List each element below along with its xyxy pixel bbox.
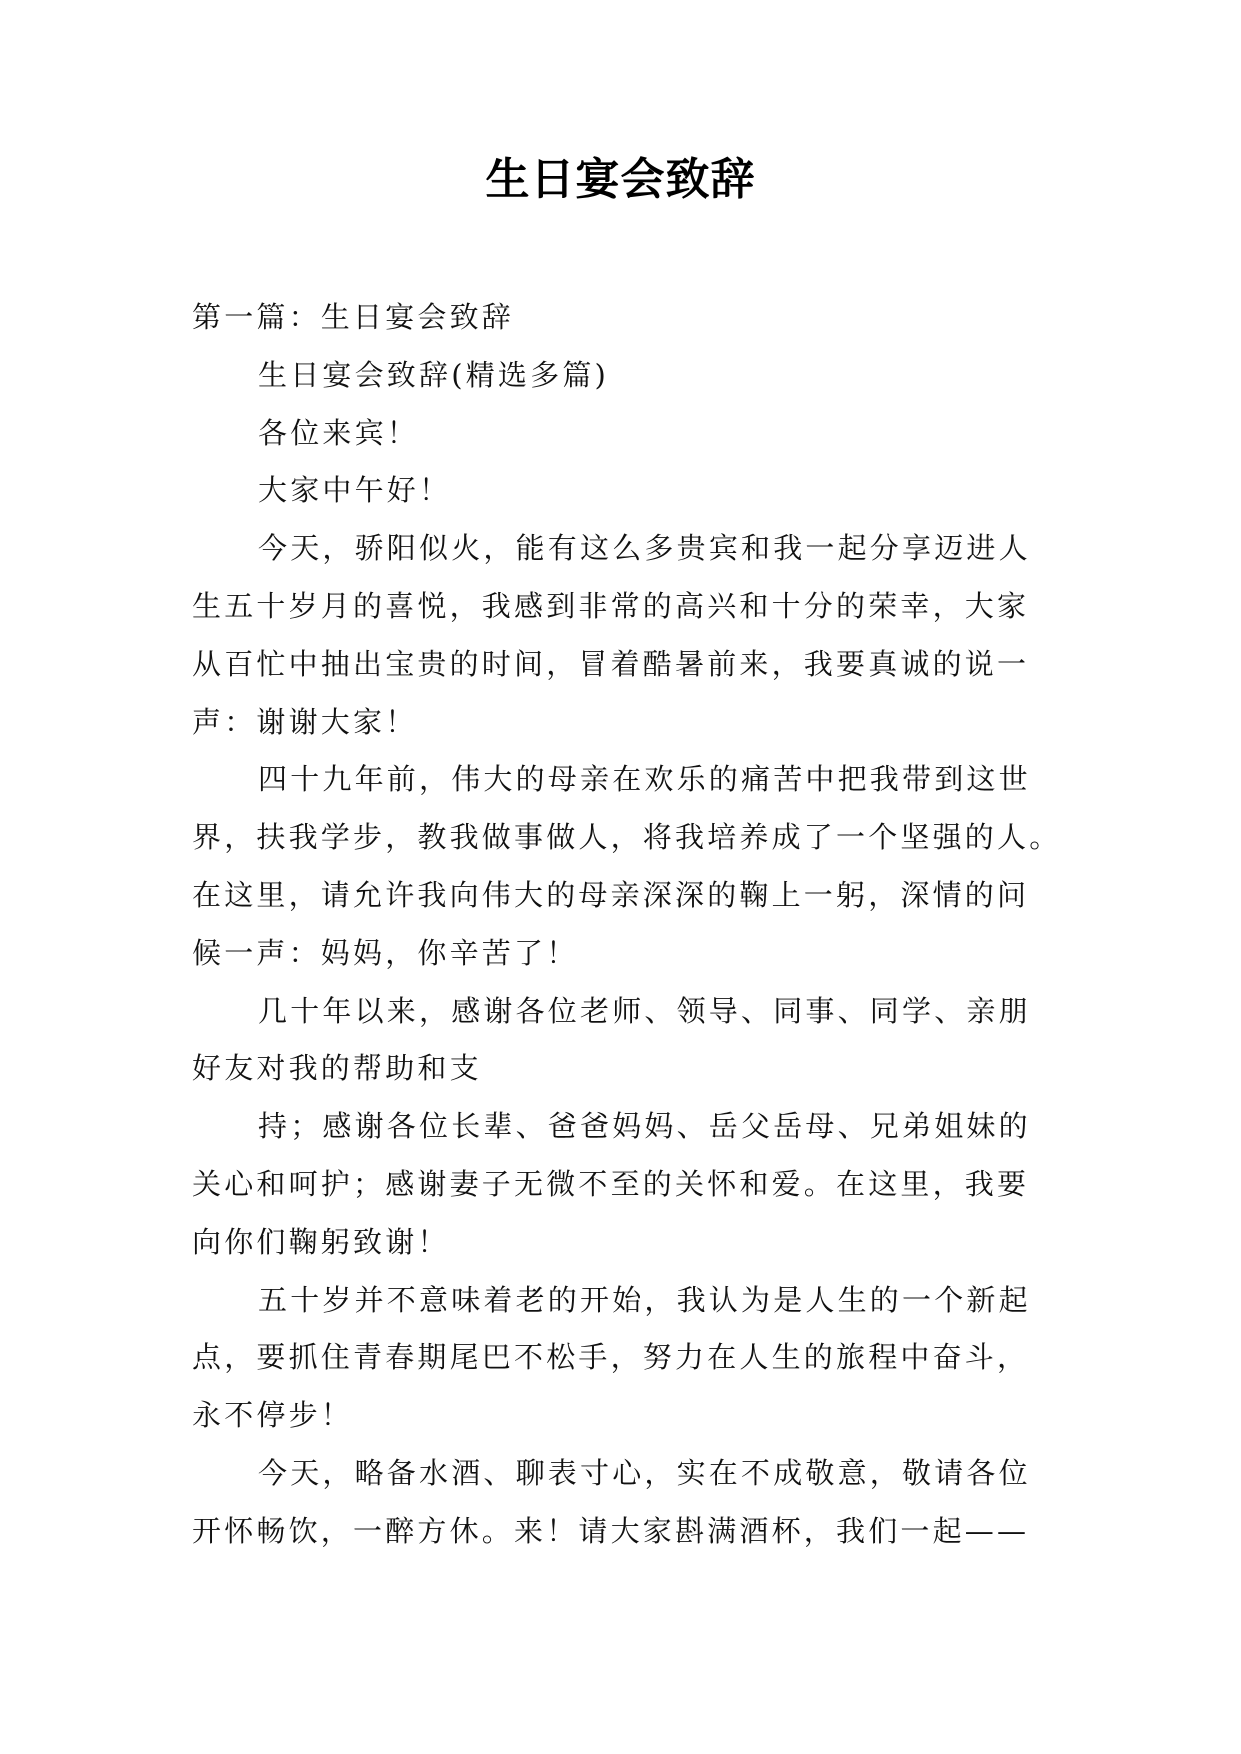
body-line: 几十年以来，感谢各位老师、领导、同事、同学、亲朋 [258, 993, 1031, 1028]
body-line: 声：谢谢大家！ [192, 704, 418, 739]
body-line: 各位来宾！ [258, 415, 420, 450]
body-line: 生日宴会致辞(精选多篇) [258, 357, 610, 392]
body-line: 关心和呵护；感谢妻子无微不至的关怀和爱。在这里，我要 [192, 1166, 1030, 1201]
body-line: 点，要抓住青春期尾巴不松手，努力在人生的旅程中奋斗， [192, 1340, 1030, 1375]
body-line: 生五十岁月的喜悦，我感到非常的高兴和十分的荣幸，大家 [192, 588, 1030, 623]
body-line: 在这里，请允许我向伟大的母亲深深的鞠上一躬，深情的问 [192, 877, 1030, 912]
body-line: 四十九年前，伟大的母亲在欢乐的痛苦中把我带到这世 [258, 762, 1031, 797]
section-heading: 第一篇：生日宴会致辞 [192, 300, 515, 334]
body-line: 今天，骄阳似火，能有这么多贵宾和我一起分享迈进人 [258, 531, 1031, 566]
body-line: 永不停步！ [192, 1398, 354, 1433]
document-body [192, 289, 1062, 1561]
body-line: 从百忙中抽出宝贵的时间，冒着酷暑前来，我要真诚的说一 [192, 646, 1030, 681]
body-line: 开怀畅饮，一醉方休。来！请大家斟满酒杯，我们一起—— [192, 1513, 1030, 1548]
body-line: 界，扶我学步，教我做事做人，将我培养成了一个坚强的人。 [192, 820, 1062, 855]
body-line: 持；感谢各位长辈、爸爸妈妈、岳父岳母、兄弟姐妹的 [258, 1109, 1031, 1144]
body-line: 大家中午好！ [258, 473, 452, 508]
body-line: 好友对我的帮助和支 [192, 1051, 482, 1086]
body-line: 候一声：妈妈，你辛苦了！ [192, 935, 579, 970]
body-line: 今天，略备水酒、聊表寸心，实在不成敬意，敬请各位 [258, 1455, 1031, 1490]
body-line: 五十岁并不意味着老的开始，我认为是人生的一个新起 [258, 1282, 1031, 1317]
body-line: 向你们鞠躬致谢！ [192, 1224, 450, 1259]
document-title: 生日宴会致辞 [485, 154, 756, 205]
